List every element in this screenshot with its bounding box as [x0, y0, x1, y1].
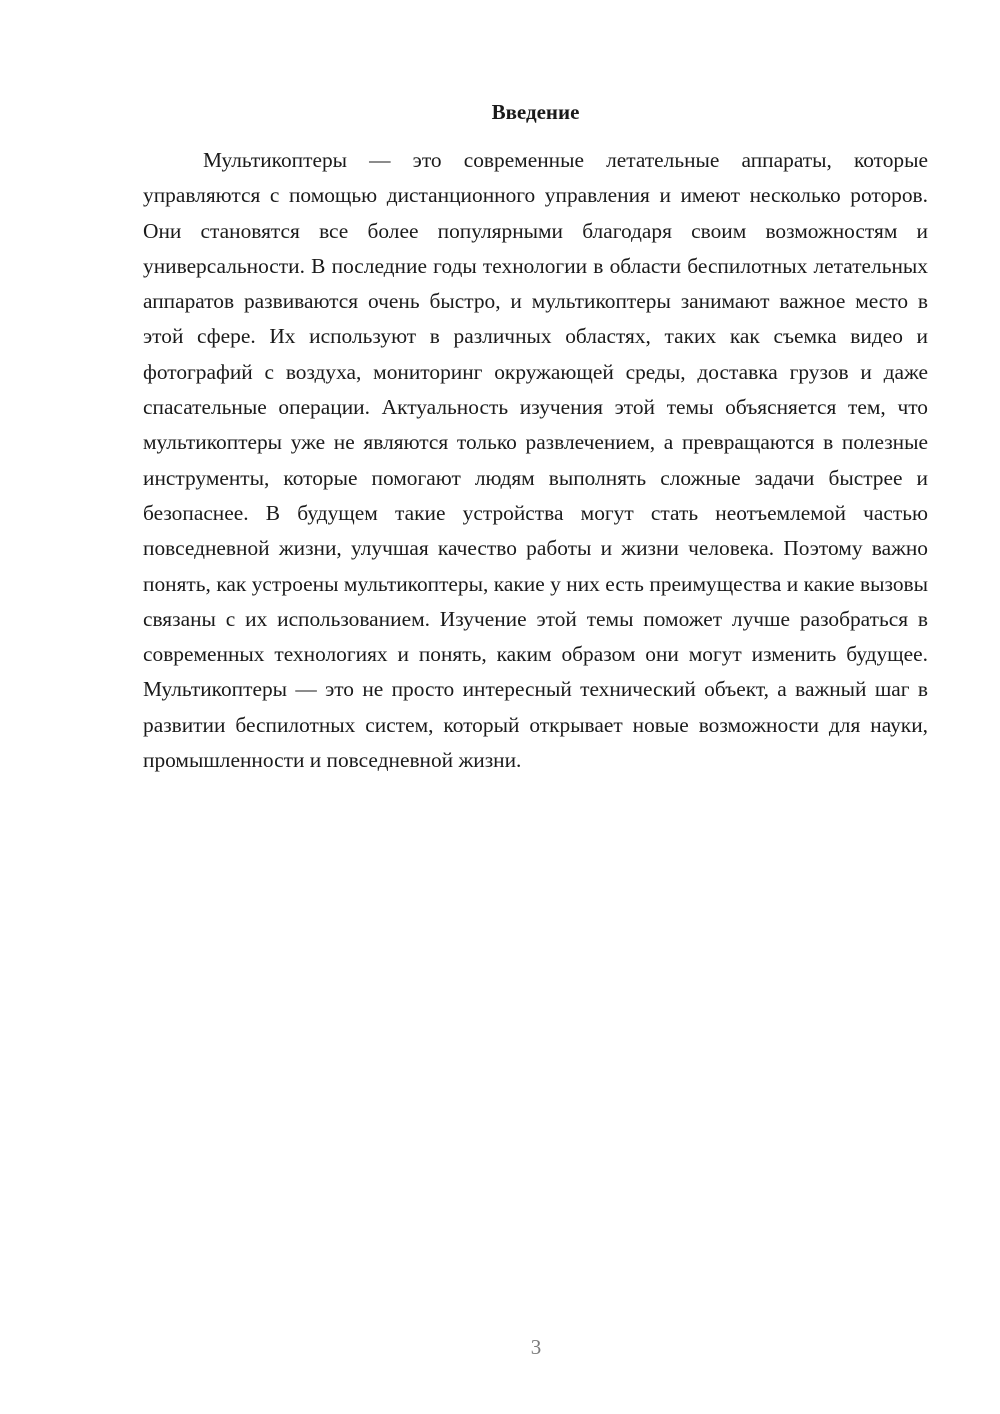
body-paragraph: Мультикоптеры — это современные летательные аппараты, которые управляются с помощью дистанционного управления и имеют несколько роторов. Они становятся все более популярными благодаря своим возможностям и универсальности. В последние годы технологии в области беспилотных летательных аппаратов развиваются очень быстро, и мультикоптеры занимают важное место в этой сфере. Их используют в различных областях, таких как съемка видео и фотографий с воздуха, мониторинг окружающей среды, доставка грузов и даже спасательные операции. Актуальность изучения этой темы объясняется тем, что мультикоптеры уже не являются только развлечением, а превращаются в полезные инструменты, которые помогают людям выполнять сложные задачи быстрее и безопаснее. В будущем такие устройства могут стать неотъемлемой частью повседневной жизни, улучшая качество работы и жизни человека. Поэтому важно понять, как устроены мультикоптеры, какие у них есть преимущества и какие вызовы связаны с их использованием. Изучение этой темы поможет лучше разобраться в современных технологиях и понять, каким образом они могут изменить будущее. Мультикоптеры — это не просто интересный технический объект, а важный шаг в развитии беспилотных систем, который открывает новые возможности для науки, промышленности и повседневной жизни.: [143, 148, 928, 773]
section-heading: Введение: [491, 100, 580, 124]
page-number: 3: [530, 1335, 542, 1359]
